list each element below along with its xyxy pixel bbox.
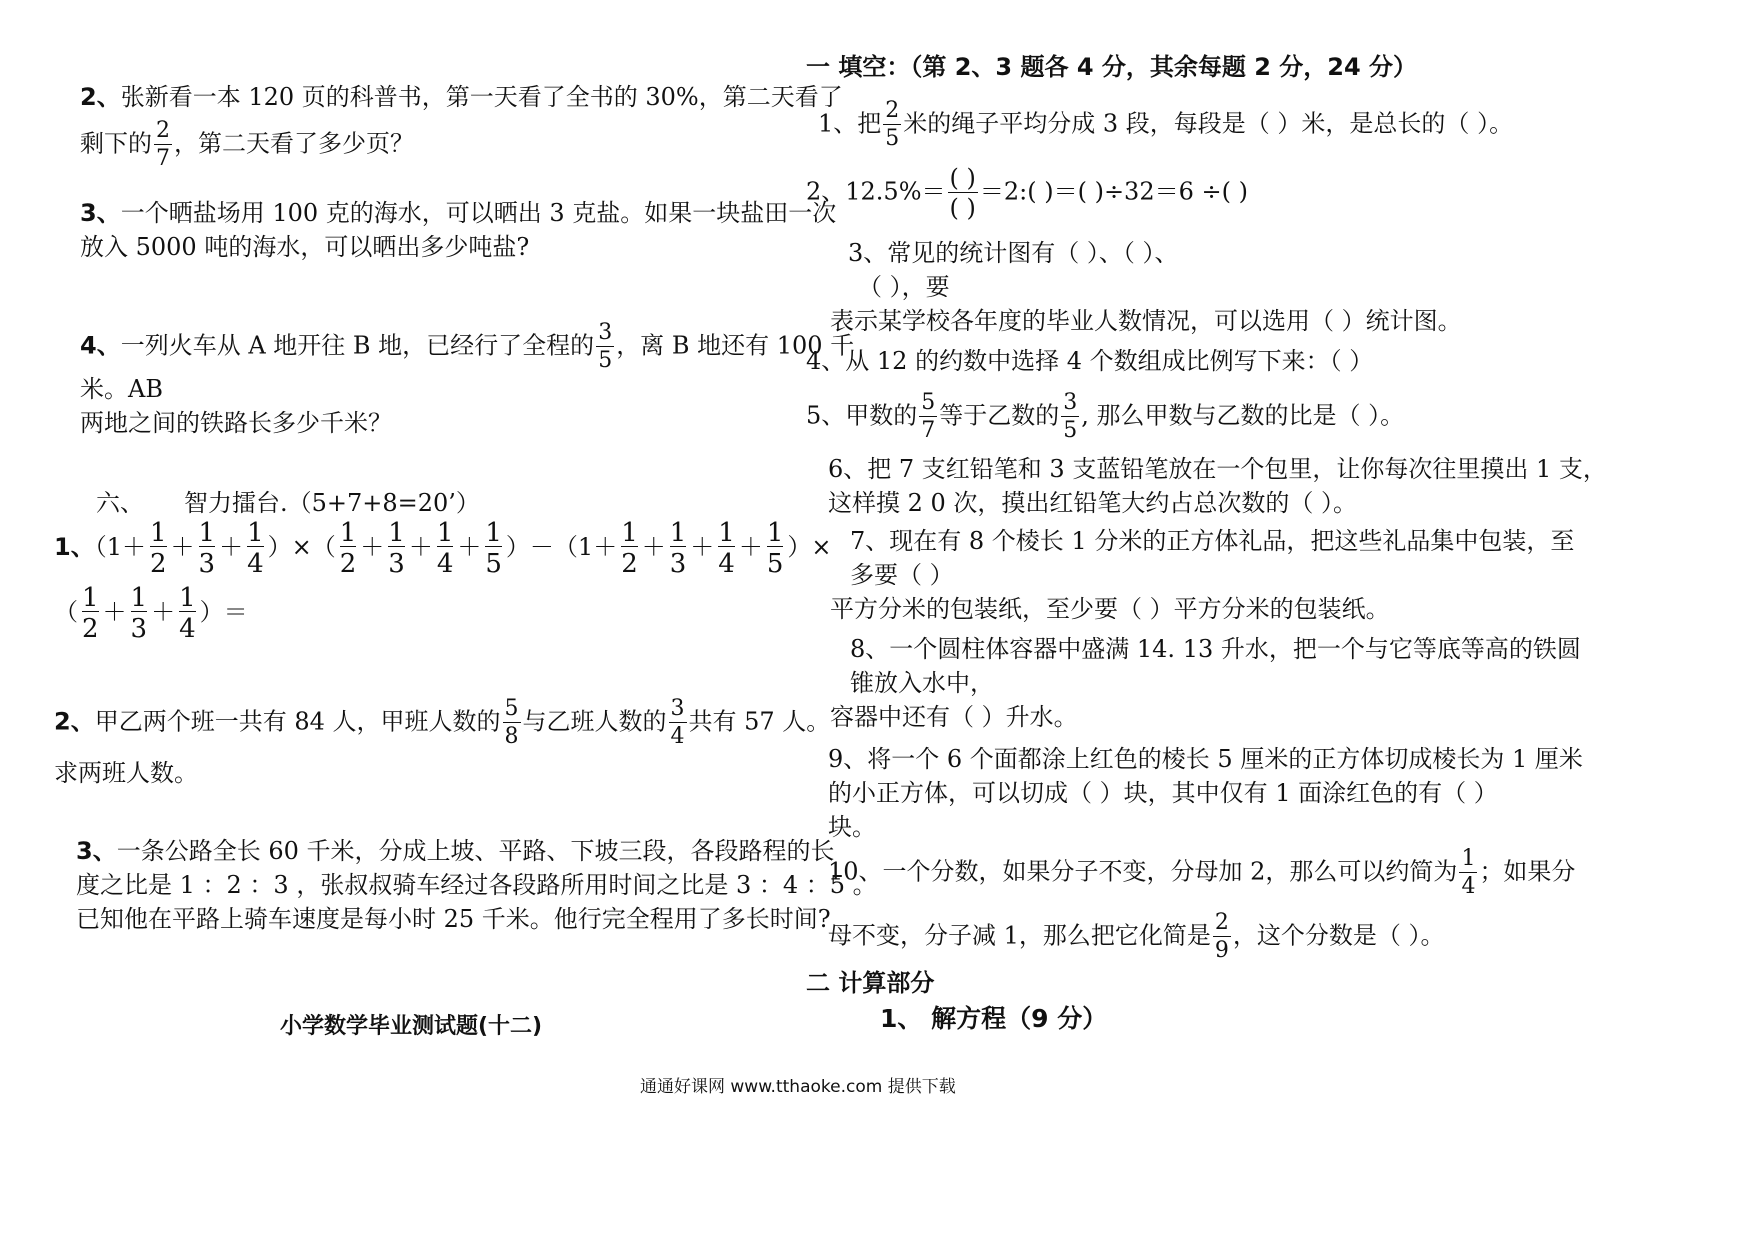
fraction: $\frac{5}{8}$ bbox=[504, 696, 519, 749]
fill-q4: 4、从 12 的约数中选择 4 个数组成比例写下来：（ ） bbox=[806, 347, 1374, 375]
section-6-heading: 六、 智力擂台.（5+7+8=20’） bbox=[96, 489, 480, 517]
fraction: $\frac{3}{5}$ bbox=[598, 320, 613, 373]
fill-q7: 7、现在有 8 个棱长 1 分米的正方体礼品，把这些礼品集中包装，至 多要（ ） bbox=[850, 527, 1575, 589]
footer-credit: 通通好课网 www.tthaoke.com 提供下载 bbox=[640, 1077, 956, 1097]
fill-q9: 9、将一个 6 个面都涂上红色的棱长 5 厘米的正方体切成棱长为 1 厘米 的小正方体，可以切成（ ）块，其中仅有 1 面涂红色的有（ ） 块。 bbox=[828, 745, 1583, 841]
fraction: $\frac{2}{7}$ bbox=[156, 118, 170, 171]
fill-q8-cont: 容器中还有（ ）升水。 bbox=[830, 703, 1078, 731]
fraction: $\frac{1}{4}$ bbox=[1461, 846, 1476, 899]
left-question-4: 4、一列火车从 A 地开往 B 地，已经行了全程的 $\frac{3}{5}$ ，离 B 地还有 100 千 米。AB 两地之间的铁路长多少千米？ bbox=[80, 320, 855, 437]
fill-q8: 8、一个圆柱体容器中盛满 14. 13 升水，把一个与它等底等高的铁圆 锥放入水中， bbox=[850, 635, 1581, 697]
fill-q5: 5、甲数的 $\frac{5}{7}$ 等于乙数的 $\frac{3}{5}$ , 那么甲数与乙数的比是（ ）。 bbox=[806, 390, 1405, 443]
left-s2: 2、甲乙两个班一共有 84 人，甲班人数的 $\frac{5}{8}$ 与乙班人数的 $\frac{3}{4}$ 共有 57 人。 求两班人数。 bbox=[54, 696, 831, 787]
section-2-1-heading: 1、 解方程（9 分） bbox=[880, 1004, 1108, 1033]
fraction: $\frac{3}{5}$ bbox=[1063, 390, 1078, 443]
question-number: 4、 bbox=[80, 331, 121, 360]
section-2-heading: 二 计算部分 bbox=[806, 969, 935, 997]
fill-q6: 6、把 7 支红铅笔和 3 支蓝铅笔放在一个包里，让你每次往里摸出 1 支， 这样摸 2 0 次，摸出红铅笔大约占总次数的（ ）。 bbox=[828, 455, 1607, 517]
fill-q1: 1、把 $\frac{2}{5}$ 米的绳子平均分成 3 段，每段是（ ）米，是总长的（ ）。 bbox=[818, 98, 1514, 151]
fraction: $\frac{2}{9}$ bbox=[1214, 910, 1229, 963]
fraction: $\frac{2}{5}$ bbox=[885, 98, 900, 151]
fill-q7-cont: 平方分米的包装纸，至少要（ ）平方分米的包装纸。 bbox=[830, 595, 1390, 623]
section-1-heading: 一 填空：（第 2、3 题各 4 分，其余每题 2 分，24 分） bbox=[806, 53, 1418, 81]
left-s3: 3、一条公路全长 60 千米，分成上坡、平路、下坡三段，各段路程的长 度之比是 1 ：2 ：3 ，张叔叔骑车经过各段路所用时间之比是 3 ：4 ：5 。 已知他在平路上骑车速度是每小时 25 千米。他行完全程用了多长时间? bbox=[76, 837, 877, 933]
left-question-3: 3、一个晒盐场用 100 克的海水，可以晒出 3 克盐。如果一块盐田一次 放入 5000 吨的海水，可以晒出多少吨盐? bbox=[80, 199, 837, 261]
fill-q3: 3、常见的统计图有（ ）、（ ）、 （ ），要 bbox=[848, 239, 1179, 301]
exam-title: 小学数学毕业测试题(十二) bbox=[280, 1014, 543, 1039]
fraction: $\frac{5}{7}$ bbox=[921, 390, 936, 443]
question-number: 2、 bbox=[80, 83, 121, 111]
paren-fraction: $\frac{( )}{( )}$ bbox=[949, 164, 976, 222]
fill-q10: 10、一个分数，如果分子不变，分母加 2，那么可以约简为 $\frac{1}{4}$ ；如果分 母不变，分子减 1，那么把它化简是 $\frac{2}{9}$ ，这个分数是（ ）。 bbox=[828, 846, 1576, 963]
fraction: $\frac{3}{4}$ bbox=[670, 696, 685, 749]
question-number: 3、 bbox=[80, 199, 121, 227]
left-question-2: 2、张新看一本 120 页的科普书，第一天看了全书的 30%，第二天看了 剩下的 $\frac{2}{7}$ ，第二天看了多少页？ bbox=[80, 83, 843, 171]
fill-q2: 2、12.5%＝ $\frac{( )}{( )}$ ＝2:( )＝( )÷32＝6 ÷( ) bbox=[806, 164, 1248, 222]
fill-q3-cont: 表示某学校各年度的毕业人数情况，可以选用（ ）统计图。 bbox=[830, 307, 1462, 335]
left-s1-expression: 1、（1＋ $\frac{1}{2}$ ＋ $\frac{1}{3}$ ＋ $\frac{1}{4}$ ）×（ $\frac{1}{2}$ ＋ $\frac{1}{3}$ ＋ $\frac{1}{4}$ ＋ $\frac{1}{5}$ ）－（1＋ $\frac{1}{2}$ ＋ $\frac{1}{3}$ ＋ $\frac{1}{4}$ ＋ $\frac{1}{5}$ ）× （ $\frac{1}{2}$ ＋ $\frac{1}{3}$ ＋ $\frac{1}{4}$ ）＝ bbox=[54, 518, 832, 644]
